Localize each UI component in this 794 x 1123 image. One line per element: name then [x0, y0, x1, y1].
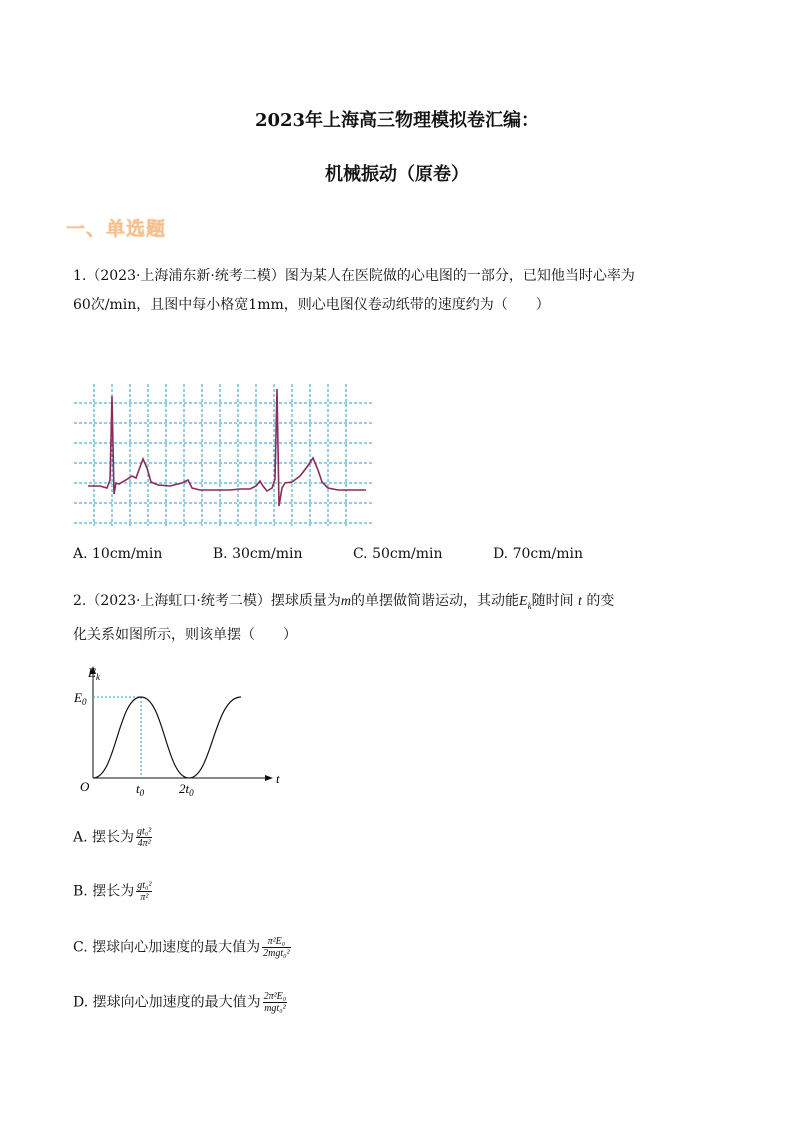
q2-option-c-text: C. 摆球向心加速度的最大值为 [73, 939, 261, 956]
t0-label: $t_0$ [136, 781, 145, 798]
q2-option-a-text: A. 摆长为 [73, 829, 135, 846]
q2-option-b-fraction [136, 880, 152, 903]
option-d[interactable]: D. 70cm/min [492, 546, 583, 562]
question-2 [73, 587, 733, 650]
q2-option-b[interactable] [73, 880, 152, 903]
y-axis-label: $E_k$ [88, 665, 100, 682]
ek-graph [66, 663, 286, 798]
ecg-figure [70, 382, 380, 528]
fraction-numerator: π²E₀ [262, 936, 290, 948]
q2-option-d-fraction [263, 991, 288, 1014]
q2-option-a-fraction [136, 826, 152, 849]
q2-text-b: 的单摆做简谐运动，其动能 [351, 593, 520, 609]
section-heading: 一、单选题 [66, 218, 167, 240]
x-axis-label: t [276, 771, 280, 786]
e0-label: $E_0$ [74, 690, 87, 707]
q2-text-a: 2.（2023·上海虹口·统考二模）摆球质量为 [73, 593, 341, 609]
origin-label: O [80, 779, 90, 794]
question-1 [73, 262, 733, 320]
x-axis-arrow [265, 775, 273, 781]
q2-var-m: m [340, 594, 352, 609]
option-a[interactable]: A. 10cm/min [73, 546, 163, 562]
fraction-numerator: gt₀² [137, 826, 152, 837]
fraction-denominator: 2mgt₀² [263, 948, 290, 959]
option-b[interactable]: B. 30cm/min [212, 546, 303, 562]
question-2-line-1 [73, 587, 733, 621]
question-1-options [73, 546, 673, 562]
q2-option-b-text: B. 摆长为 [73, 883, 135, 900]
q2-var-ek: E [519, 594, 528, 609]
question-1-line-2: 60次/min，且图中每小格宽1mm，则心电图仪卷动纸带的速度约为（ ） [73, 297, 550, 313]
q2-option-c[interactable] [73, 936, 291, 959]
question-1-line-1: 1.（2023·上海浦东新·统考二模）图为某人在医院做的心电图的一部分，已知他当时心率为 [73, 268, 635, 284]
q2-option-d[interactable] [73, 991, 287, 1014]
question-2-line-2: 化关系如图所示，则该单摆（ ） [73, 626, 297, 643]
q2-text-d: 的变 [586, 593, 615, 609]
q2-option-d-text: D. 摆球向心加速度的最大值为 [73, 994, 261, 1011]
q2-var-t: t [578, 594, 582, 609]
ecg-grid [74, 384, 372, 526]
fraction-numerator: 2π²E₀ [263, 991, 287, 1002]
q2-var-ek-sub: k [527, 600, 532, 611]
page-subtitle: 机械振动（原卷） [325, 164, 469, 185]
fraction-denominator: π² [140, 892, 149, 903]
q2-option-c-fraction [262, 936, 290, 959]
fraction-numerator: gt₀² [137, 880, 152, 891]
q2-option-a[interactable] [73, 826, 152, 849]
option-c[interactable]: C. 50cm/min [352, 546, 443, 562]
fraction-denominator: mgt₀² [264, 1003, 286, 1014]
ek-curve [93, 697, 241, 778]
fraction-denominator: 4π² [137, 838, 151, 849]
page-title: 2023年上海高三物理模拟卷汇编： [254, 110, 540, 131]
q2-text-c: 随时间 [531, 593, 574, 609]
two-t0-label: $2t_0$ [179, 781, 194, 798]
